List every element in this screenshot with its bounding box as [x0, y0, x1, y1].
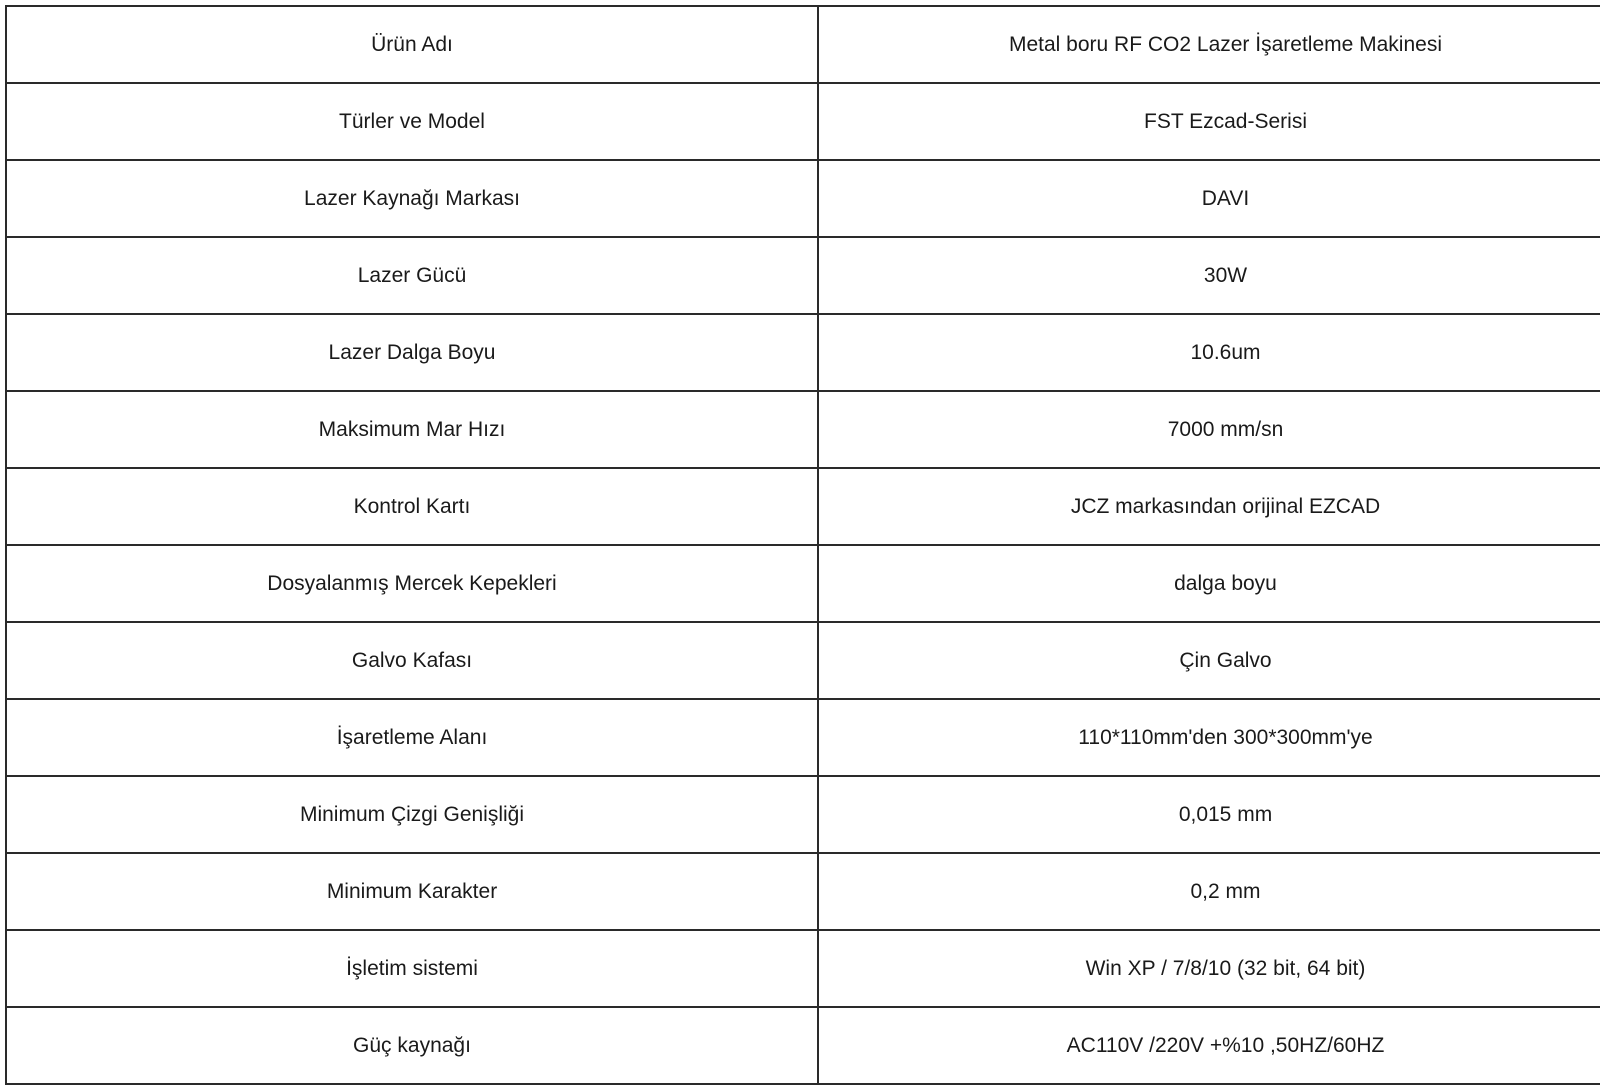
table-row [6, 853, 1600, 930]
row-value: dalga boyu [818, 545, 1600, 622]
table-row [6, 237, 1600, 314]
row-label: Maksimum Mar Hızı [6, 391, 818, 468]
row-label: Ürün Adı [6, 6, 818, 83]
table-row [6, 160, 1600, 237]
table-row [6, 314, 1600, 391]
row-label: İşletim sistemi [6, 930, 818, 1007]
table-row [6, 776, 1600, 853]
row-value: 110*110mm'den 300*300mm'ye [818, 699, 1600, 776]
row-value: DAVI [818, 160, 1600, 237]
row-value: FST Ezcad-Serisi [818, 83, 1600, 160]
row-label: Kontrol Kartı [6, 468, 818, 545]
row-label: Galvo Kafası [6, 622, 818, 699]
table-row [6, 930, 1600, 1007]
spec-table [5, 5, 1600, 1085]
table-row [6, 1007, 1600, 1084]
table-row [6, 468, 1600, 545]
table-row [6, 83, 1600, 160]
row-label: Türler ve Model [6, 83, 818, 160]
row-label: Güç kaynağı [6, 1007, 818, 1084]
row-label: Lazer Dalga Boyu [6, 314, 818, 391]
table-row [6, 6, 1600, 83]
row-value: 0,015 mm [818, 776, 1600, 853]
table-row [6, 391, 1600, 468]
row-value: 0,2 mm [818, 853, 1600, 930]
table-row [6, 545, 1600, 622]
table-row [6, 622, 1600, 699]
row-value: 30W [818, 237, 1600, 314]
row-value: 10.6um [818, 314, 1600, 391]
row-label: Minimum Çizgi Genişliği [6, 776, 818, 853]
row-label: Lazer Kaynağı Markası [6, 160, 818, 237]
row-value: Çin Galvo [818, 622, 1600, 699]
table-row [6, 699, 1600, 776]
row-value: JCZ markasından orijinal EZCAD [818, 468, 1600, 545]
row-label: Lazer Gücü [6, 237, 818, 314]
row-value: AC110V /220V +%10 ,50HZ/60HZ [818, 1007, 1600, 1084]
row-value: Win XP / 7/8/10 (32 bit, 64 bit) [818, 930, 1600, 1007]
row-label: İşaretleme Alanı [6, 699, 818, 776]
row-label: Dosyalanmış Mercek Kepekleri [6, 545, 818, 622]
row-value: 7000 mm/sn [818, 391, 1600, 468]
row-label: Minimum Karakter [6, 853, 818, 930]
row-value: Metal boru RF CO2 Lazer İşaretleme Makinesi [818, 6, 1600, 83]
